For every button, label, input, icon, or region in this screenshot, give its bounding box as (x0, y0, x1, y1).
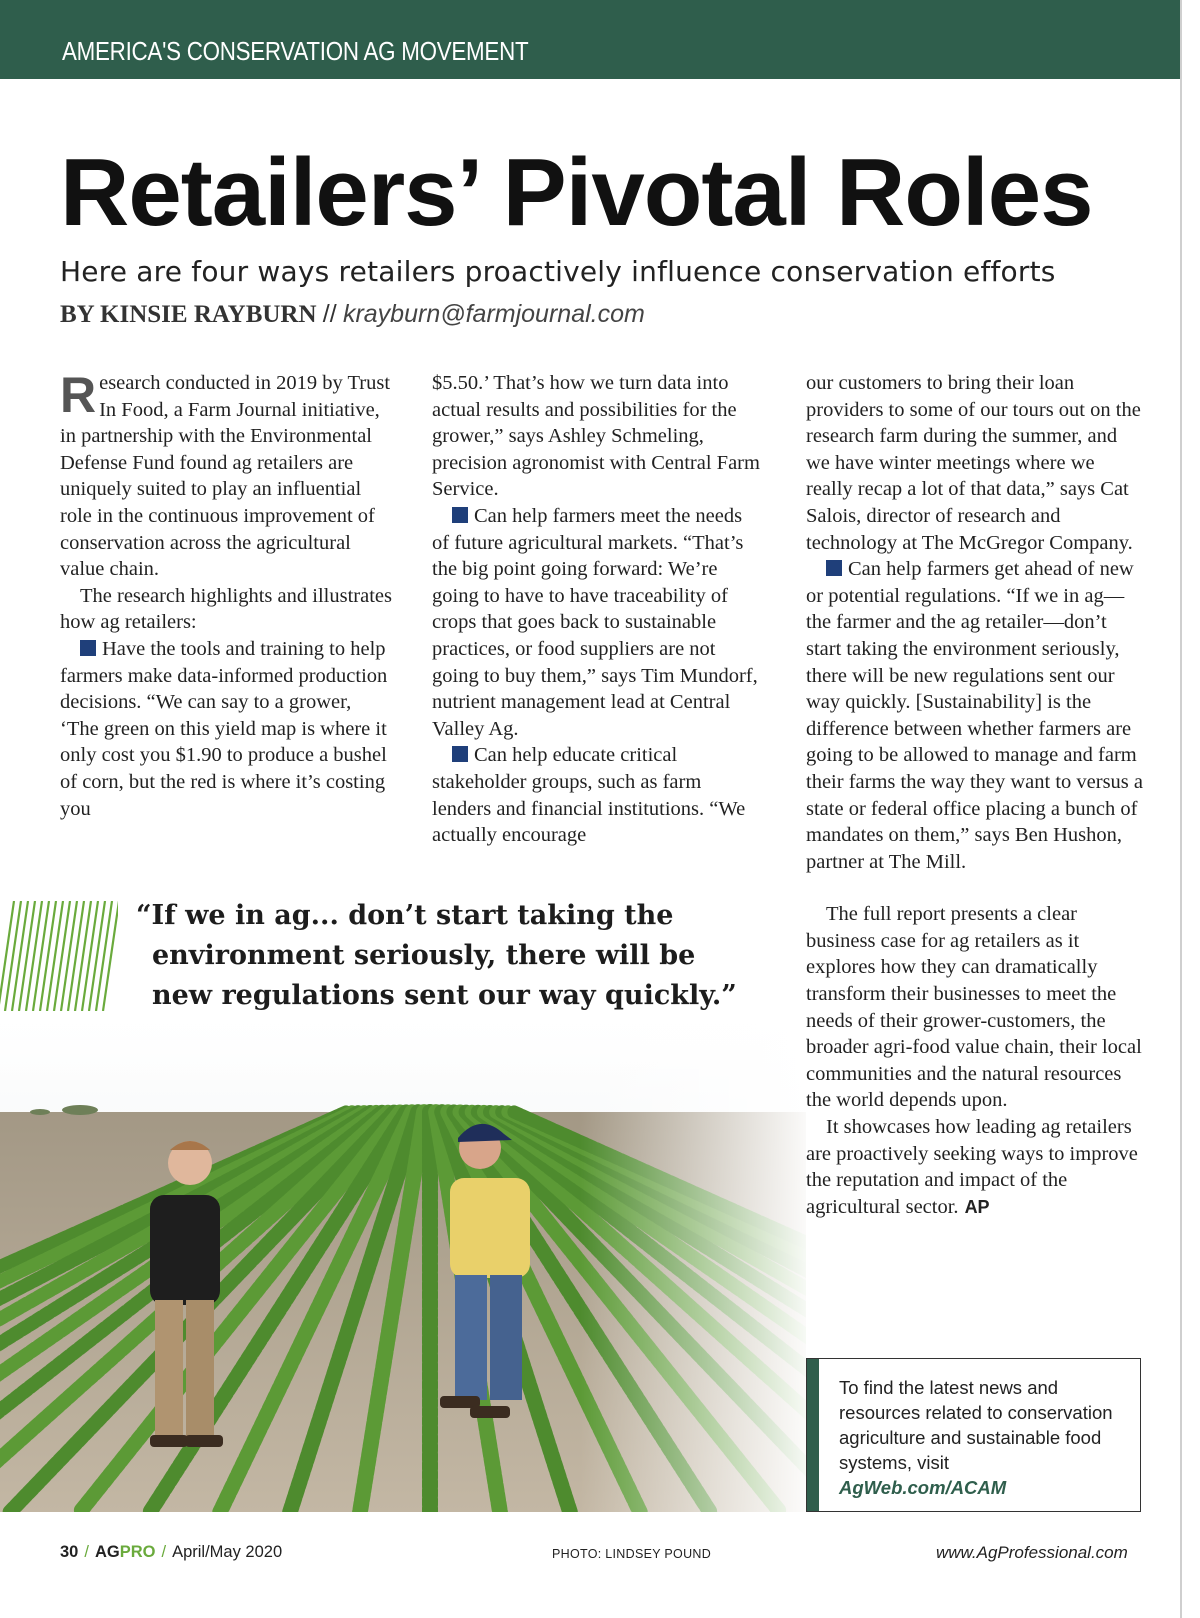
square-bullet-icon (80, 640, 96, 656)
paragraph (60, 367, 392, 583)
folio-slash: / (161, 1543, 167, 1561)
author-email[interactable]: krayburn@farmjournal.com (342, 300, 645, 328)
callout-text: To find the latest news and resources related to conservation agriculture and sustainable food systems, visit (839, 1377, 1113, 1473)
article-column-1 (60, 367, 392, 822)
stripe-line (89, 901, 105, 1011)
stripe-line (33, 901, 49, 1011)
end-mark: AP (964, 1196, 990, 1217)
bullet-paragraph (432, 503, 764, 742)
drop-cap: R (60, 367, 97, 423)
paragraph-gap (806, 875, 1146, 901)
bullet-paragraph (806, 556, 1146, 875)
folio-slash: / (84, 1543, 89, 1561)
paragraph (806, 1114, 1146, 1220)
page-edge (1180, 0, 1182, 1618)
bullet-paragraph (432, 742, 764, 848)
section-label: AMERICA'S CONSERVATION AG MOVEMENT (62, 36, 529, 66)
footer-website[interactable]: www.AgProfessional.com (936, 1543, 1128, 1562)
callout-text-block (839, 1375, 1129, 1500)
stripe-line (40, 901, 56, 1011)
paragraph: The full report presents a clear business case for ag retailers as it explores how they can dramatically transform their businesses to meet the needs of their grower-customers, the broader agri-food value chain, their local communities and the natural resources the world depends upon. (806, 903, 1142, 1112)
stripe-line (82, 901, 98, 1011)
article-deck: Here are four ways retailers proactively influence conservation efforts (60, 255, 1056, 288)
callout-accent-bar (807, 1359, 819, 1511)
stripe-line (54, 901, 70, 1011)
paragraph: The research highlights and illustrates how ag retailers: (60, 584, 392, 634)
field-photo (0, 1000, 806, 1512)
byline (60, 300, 645, 329)
section-banner (0, 0, 1180, 79)
stripe-line (75, 901, 91, 1011)
pull-quote-line: environment seriously, there will be (152, 940, 696, 971)
photo-credit: PHOTO: LINDSEY POUND (552, 1547, 712, 1561)
page-number: 30 (60, 1543, 79, 1561)
resource-callout-box (806, 1358, 1141, 1512)
stripe-line (68, 901, 84, 1011)
author-name: BY KINSIE RAYBURN (60, 301, 317, 328)
paragraph: $5.50.’ That’s how we turn data into actual results and possibilities for the grower,” says Ashley Schmeling, precision agronomist with Central Farm Service. (432, 372, 760, 501)
paragraph: our customers to bring their loan providers to some of our tours out on the research farm during the summer, and we have winter meetings where we really recap a lot of that data,” says Cat Salois, director of research and technology at The McGregor Company. (806, 372, 1141, 554)
byline-separator: // (322, 300, 337, 328)
stripe-line (12, 901, 28, 1011)
article-column-3 (806, 370, 1146, 1220)
paragraph-text: esearch conducted in 2019 by Trust In Food, a Farm Journal initiative, in partnership with the Environmental Defense Fund found ag retailers are uniquely suited to play an influential role in the continuous improvement of conservation across the agricultural value chain. (60, 372, 391, 581)
stripe-line (96, 901, 112, 1011)
square-bullet-icon (826, 560, 842, 576)
footer-folio (60, 1543, 282, 1562)
paragraph-text: Can help farmers get ahead of new or potential regulations. “If we in ag—the farmer and the ag retailer—don’t start taking the environment seriously, there will be new regulations sent our way quickly. [Sustainability] is the difference between whether farmers are going to be allowed to manage and farm their farms the way they want to versus a state or federal office placing a bunch of mandates on them,” says Ben Hushon, partner at The Mill. (806, 558, 1144, 873)
paragraph-text: Can help farmers meet the needs of future agricultural markets. “That’s the big point going forward: We’re going to have to have traceability of crops that goes back to sustainable practices, or food suppliers are not going to buy them,” says Tim Mundorf, nutrient management lead at Central Valley Ag. (432, 504, 758, 740)
callout-link[interactable]: AgWeb.com/ACAM (839, 1477, 1007, 1498)
pull-quote-line: “If we in ag... don’t start taking the (136, 900, 674, 931)
bullet-paragraph (60, 636, 392, 822)
paragraph-text: It showcases how leading ag retailers are proactively seeking ways to improve the reputation and impact of the agricultural sector. (806, 1116, 1138, 1218)
stripe-line (5, 901, 21, 1011)
article-column-2 (432, 370, 764, 849)
field-photo-illustration (0, 1000, 806, 1512)
decorative-stripes (0, 901, 118, 1011)
brand-pro: PRO (119, 1543, 156, 1561)
stripe-line (47, 901, 63, 1011)
pull-quote-line: new regulations sent our way quickly.” (152, 980, 737, 1011)
square-bullet-icon (452, 746, 468, 762)
stripe-line (19, 901, 35, 1011)
paragraph-text: Can help educate critical stakeholder groups, such as farm lenders and financial institutions. “We actually encourage (432, 744, 746, 847)
paragraph-text: Have the tools and training to help farmers make data-informed production decisions. “We can say to a grower, ‘The green on this yield map is where it only cost you $1.90 to produce a bushel of corn, but the red is where it’s costing you (60, 637, 388, 820)
pull-quote (136, 896, 796, 1016)
stripe-line (61, 901, 77, 1011)
issue-date: April/May 2020 (172, 1543, 283, 1561)
article-title: Retailers’ Pivotal Roles (60, 139, 1093, 246)
square-bullet-icon (452, 507, 468, 523)
brand-ag: AG (94, 1543, 120, 1561)
stripe-line (26, 901, 42, 1011)
publication-brand (95, 1543, 156, 1561)
